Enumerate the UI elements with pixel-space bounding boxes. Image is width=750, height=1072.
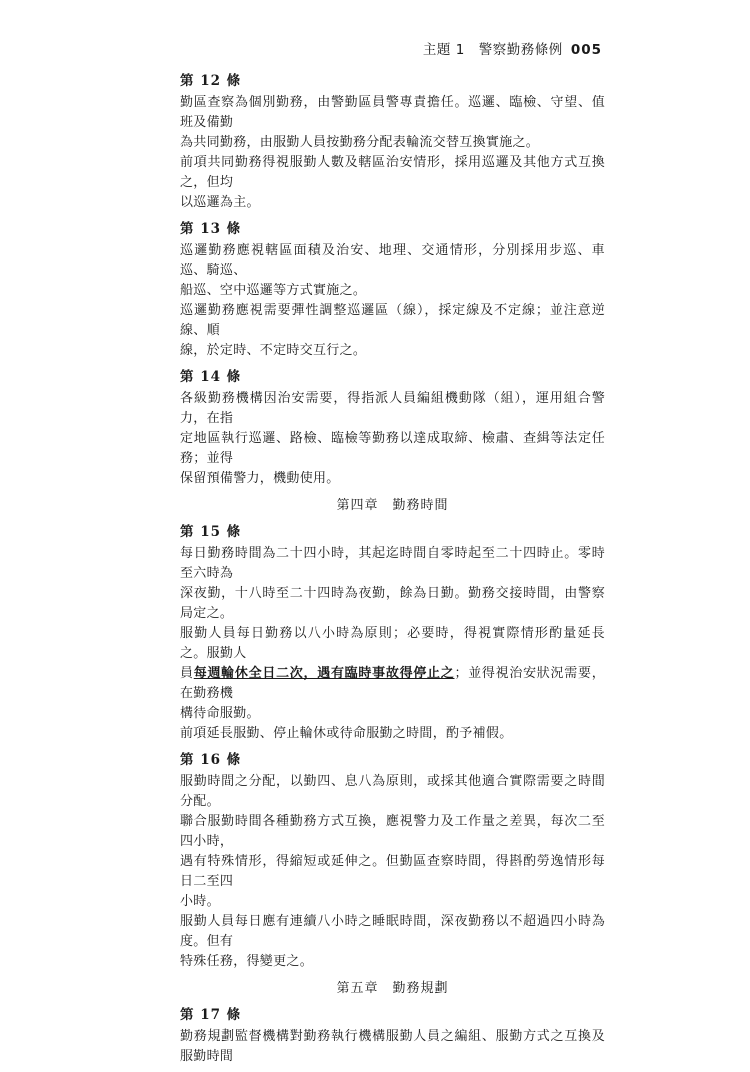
article-paragraph: 前項共同勤務得視服勤人數及轄區治安情形，採用巡邏及其他方式互換之，但均 以巡邏為主。 (180, 155, 605, 210)
article-paragraph: 服勤時間之分配，以勤四、息八為原則，或採其他適合實際需要之時間分配。 (180, 774, 605, 809)
article-14 (180, 366, 605, 489)
article-17 (180, 1004, 605, 1067)
header-section-title: 主題 1 警察勤務條例 (422, 42, 563, 58)
running-header (423, 38, 602, 58)
article-paragraph: 每日勤務時間為二十四小時，其起迄時間自零時起至二十四時止。零時至六時為 深夜勤，十八時至二十四時為夜勤，餘為日勤。勤務交接時間，由警察局定之。 (180, 546, 605, 621)
chapter-heading: 第五章 勤務規劃 (336, 981, 449, 996)
article-paragraph: 服勤人員每日應有連續八小時之睡眠時間，深夜勤務以不超過四小時為度。但有 特殊任務，得變更之。 (180, 914, 605, 969)
article-title: 第 16 條 (180, 752, 242, 768)
page-number: 005 (570, 42, 602, 58)
article-paragraph: 前項延長服勤、停止輪休或待命服勤之時間，酌予補假。 (180, 726, 513, 741)
article-paragraph: 勤區查察為個別勤務，由警勤區員警專責擔任。巡邏、臨檢、守望、值班及備勤 為共同勤務，由服勤人員按勤務分配表輪流交替互換實施之。 (180, 95, 605, 150)
article-16 (180, 749, 605, 972)
paragraph-text: ；並得視治安狀況需要，在勤務機 構待命服勤。 (180, 666, 605, 721)
article-15 (180, 521, 605, 744)
article-title: 第 13 條 (180, 221, 242, 237)
article-paragraph: 勤務規劃監督機構對勤務執行機構服勤人員之編組、服勤方式之互換及服勤時間 (180, 1029, 605, 1064)
article-paragraph: 聯合服勤時間各種勤務方式互換，應視警力及工作量之差異，每次二至四小時， 遇有特殊情形，得縮短或延伸之。但勤區查察時間，得斟酌勞逸情形每日二至四 小時。 (180, 814, 605, 909)
article-title: 第 17 條 (180, 1007, 242, 1023)
article-paragraph: 各級勤務機構因治安需要，得指派人員編組機動隊（組），運用組合警力，在指 定地區執行巡邏、路檢、臨檢等勤務以達成取締、檢肅、查緝等法定任務；並得 保留預備警力，機動使用。 (180, 391, 605, 486)
paragraph-text: 服勤人員每日勤務以八小時為原則；必要時，得視實際情形酌量延長之。服勤人 員 (180, 626, 605, 681)
emphasized-text: 每週輪休全日二次，遇有臨時事故得停止之 (193, 666, 455, 681)
chapter-heading: 第四章 勤務時間 (336, 498, 449, 513)
article-title: 第 12 條 (180, 73, 242, 89)
article-12 (180, 70, 605, 213)
article-paragraph: 巡邏勤務應視轄區面積及治安、地理、交通情形，分別採用步巡、車巡、騎巡、 船巡、空中巡邏等方式實施之。 (180, 243, 605, 298)
page-body (180, 70, 605, 1072)
article-paragraph-emphasis (180, 624, 605, 724)
article-13 (180, 218, 605, 361)
article-paragraph: 巡邏勤務應視需要彈性調整巡邏區（線），採定線及不定線；並注意逆線、順 線，於定時、不定時交互行之。 (180, 303, 605, 358)
article-title: 第 14 條 (180, 369, 242, 385)
article-title: 第 15 條 (180, 524, 242, 540)
